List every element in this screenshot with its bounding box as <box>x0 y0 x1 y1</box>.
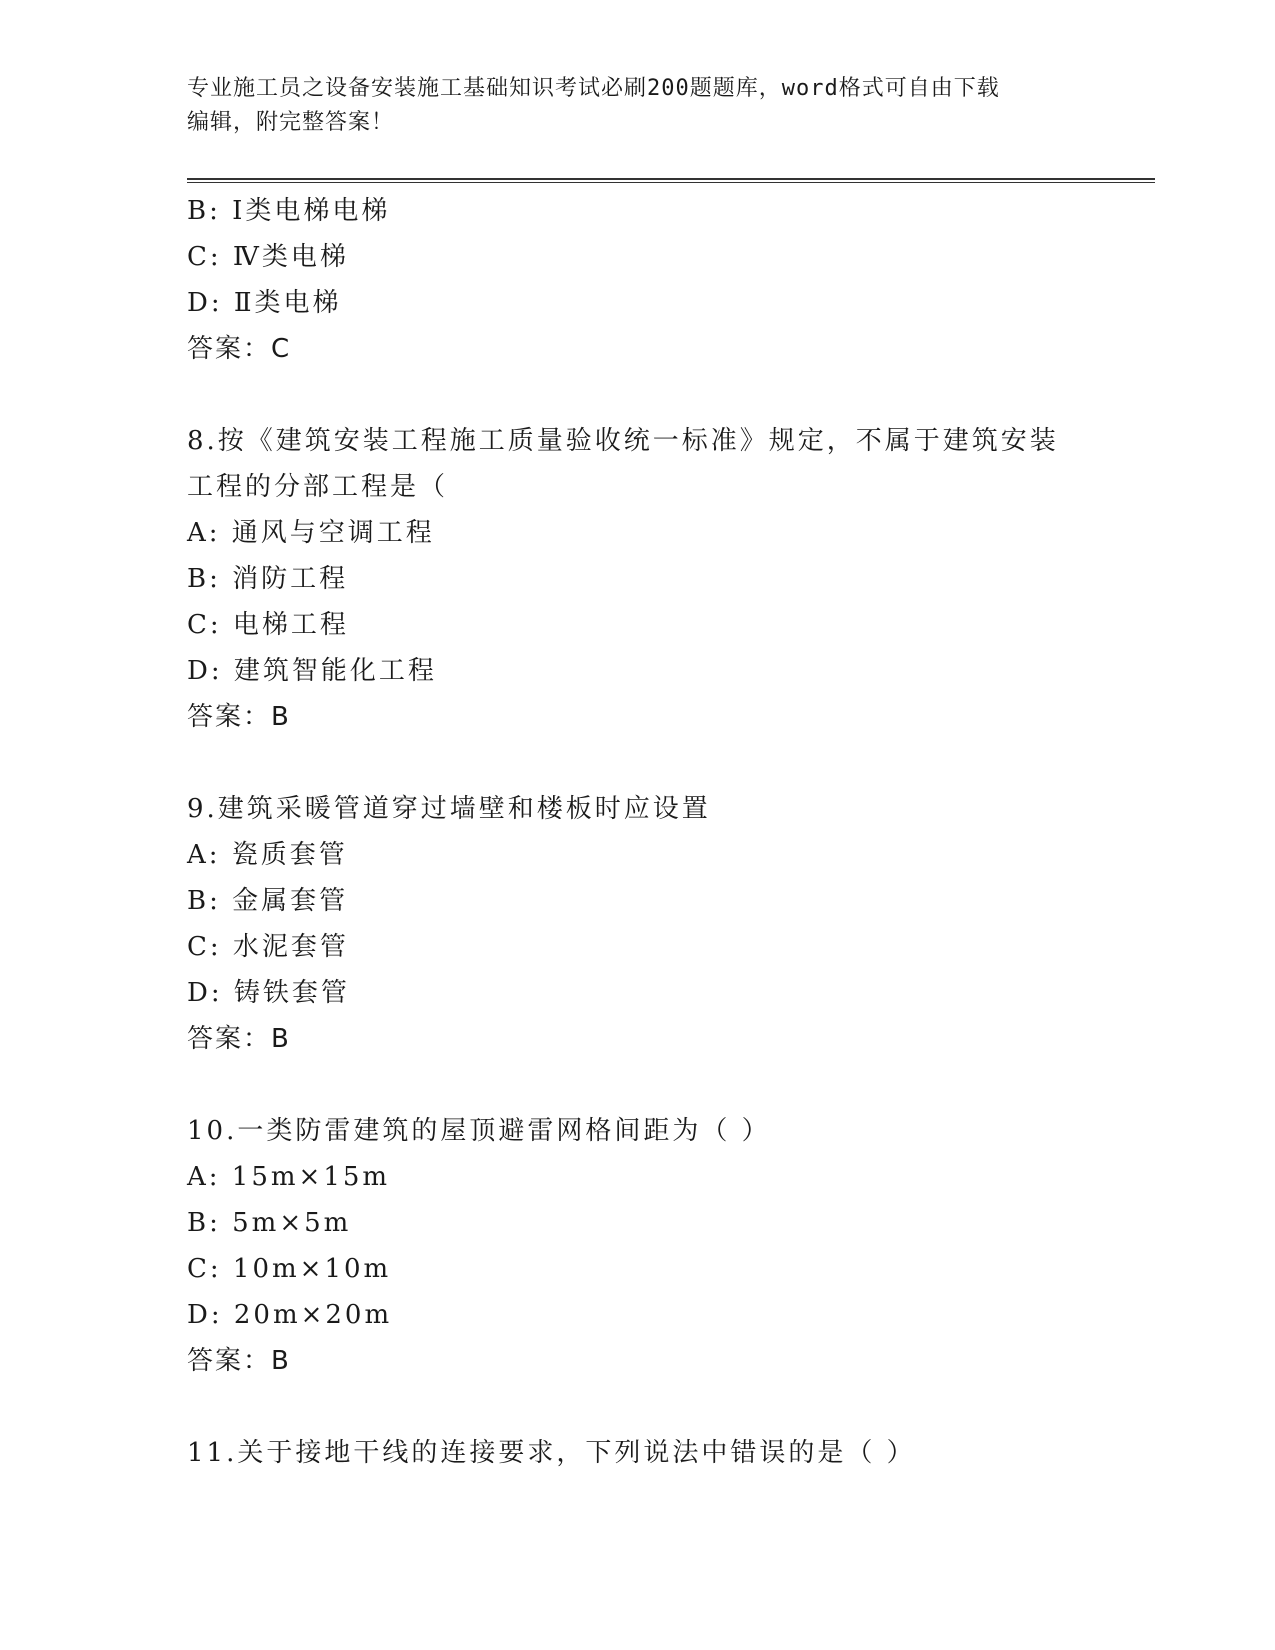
question-11 <box>187 1430 1157 1476</box>
q8-stem-line-1: 8.按《建筑安装工程施工质量验收统一标准》规定，不属于建筑安装 <box>187 426 1059 456</box>
q8-option-a: A: 通风与空调工程 <box>187 518 435 548</box>
spacer <box>187 1062 1157 1108</box>
q7-answer: 答案：C <box>187 334 292 364</box>
q9-option-a: A: 瓷质套管 <box>187 840 348 870</box>
q10-option-d: D: 20m×20m <box>187 1300 393 1330</box>
question-10 <box>187 1108 1157 1384</box>
q9-answer: 答案：B <box>187 1024 291 1054</box>
spacer <box>187 1384 1157 1430</box>
q10-stem: 10.一类防雷建筑的屋顶避雷网格间距为（ ） <box>187 1116 771 1146</box>
q10-option-a: A: 15m×15m <box>187 1162 391 1192</box>
question-9 <box>187 786 1157 1062</box>
q9-option-c: C: 水泥套管 <box>187 932 349 962</box>
document-header <box>187 72 1067 140</box>
q7-option-b: B: Ⅰ类电梯电梯 <box>187 196 391 226</box>
q9-option-b: B: 金属套管 <box>187 886 349 916</box>
q10-answer: 答案：B <box>187 1346 291 1376</box>
q9-stem: 9.建筑采暖管道穿过墙壁和楼板时应设置 <box>187 794 711 824</box>
spacer <box>187 372 1157 418</box>
q8-option-b: B: 消防工程 <box>187 564 349 594</box>
question-8 <box>187 418 1157 740</box>
question-list <box>187 188 1157 1476</box>
q7-option-c: C: Ⅳ类电梯 <box>187 242 349 272</box>
q8-option-d: D: 建筑智能化工程 <box>187 656 437 686</box>
q10-option-b: B: 5m×5m <box>187 1208 352 1238</box>
q11-stem: 11.关于接地干线的连接要求，下列说法中错误的是（ ） <box>187 1438 916 1468</box>
q8-answer: 答案：B <box>187 702 291 732</box>
q10-option-c: C: 10m×10m <box>187 1254 392 1284</box>
header-line-1: 专业施工员之设备安装施工基础知识考试必刷200题题库，word格式可自由下载 <box>187 76 1000 101</box>
header-line-2: 编辑，附完整答案！ <box>187 110 395 135</box>
q8-stem-line-2: 工程的分部工程是（ <box>187 472 449 502</box>
question-7 <box>187 188 1157 372</box>
q9-option-d: D: 铸铁套管 <box>187 978 350 1008</box>
q7-option-d: D: Ⅱ类电梯 <box>187 288 342 318</box>
spacer <box>187 740 1157 786</box>
q8-option-c: C: 电梯工程 <box>187 610 349 640</box>
header-divider <box>187 178 1155 183</box>
